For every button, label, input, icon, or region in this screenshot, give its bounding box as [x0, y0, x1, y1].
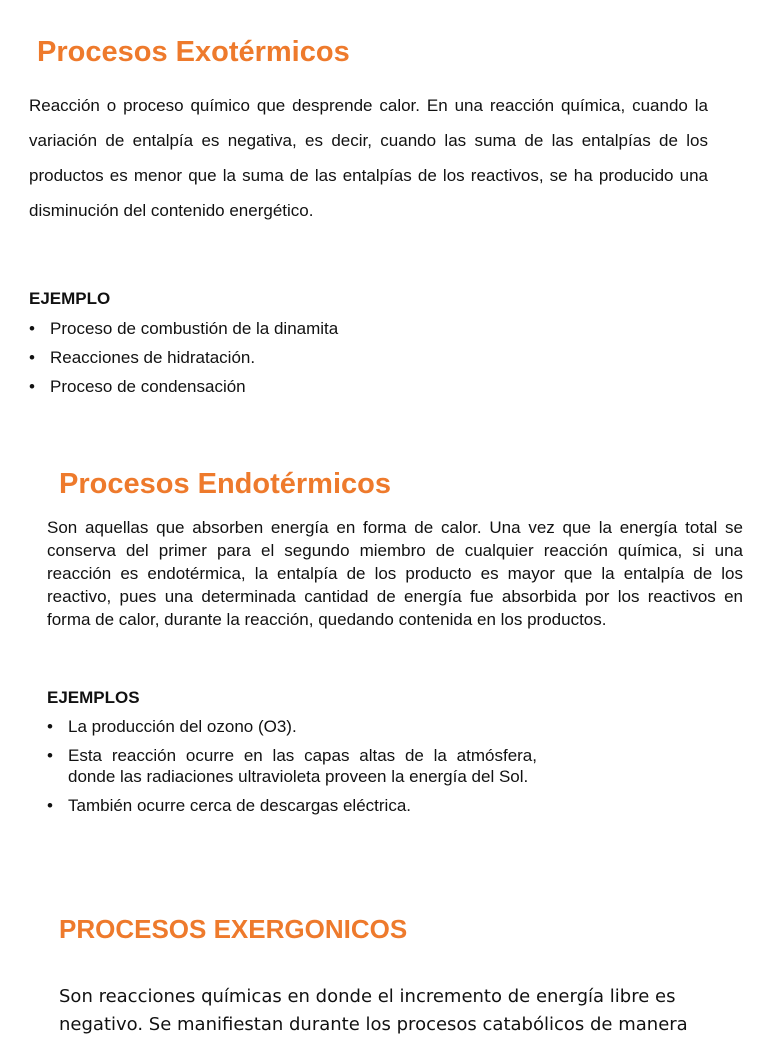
examples-list-exotermicos	[29, 318, 629, 405]
examples-list-endotermicos	[47, 716, 537, 816]
examples-label-exotermicos: EJEMPLO	[29, 289, 111, 308]
paragraph-exotermicos: Reacción o proceso químico que desprende calor. En una reacción química, cuando la variación de entalpía es negativa, es decir, cuando las suma de las entalpías de los productos es menor que la suma de las entalpías de los reactivos, se ha producido una disminución del contenido energético.	[29, 96, 708, 220]
list-item: • La producción del ozono (O3).	[47, 716, 537, 737]
list-item: • También ocurre cerca de descargas eléctrica.	[47, 795, 537, 816]
list-item: • Proceso de condensación	[29, 376, 629, 405]
list-item: • Reacciones de hidratación.	[29, 347, 629, 376]
list-item: • Proceso de combustión de la dinamita	[29, 318, 629, 347]
heading-exotermicos: Procesos Exotérmicos	[37, 36, 350, 68]
paragraph-exergonicos: Son reacciones químicas en donde el incremento de energía libre es negativo. Se manifiestan durante los procesos catabólicos de manera	[59, 986, 688, 1035]
examples-label-endotermicos: EJEMPLOS	[47, 688, 140, 707]
list-item: • Esta reacción ocurre en las capas altas de la atmósfera, donde las radiaciones ultravioleta proveen la energía del Sol.	[47, 745, 537, 787]
heading-exergonicos: PROCESOS EXERGONICOS	[59, 914, 408, 944]
heading-endotermicos: Procesos Endotérmicos	[59, 468, 391, 500]
paragraph-endotermicos: Son aquellas que absorben energía en forma de calor. Una vez que la energía total se conserva del primer para el segundo miembro de cualquier reacción química, si una reacción es endotérmica, la entalpía de los producto es mayor que la entalpía de los reactivo, pues una determinada cantidad de energía fue absorbida por los reactivos en forma de calor, durante la reacción, quedando contenida en los productos.	[47, 518, 743, 629]
